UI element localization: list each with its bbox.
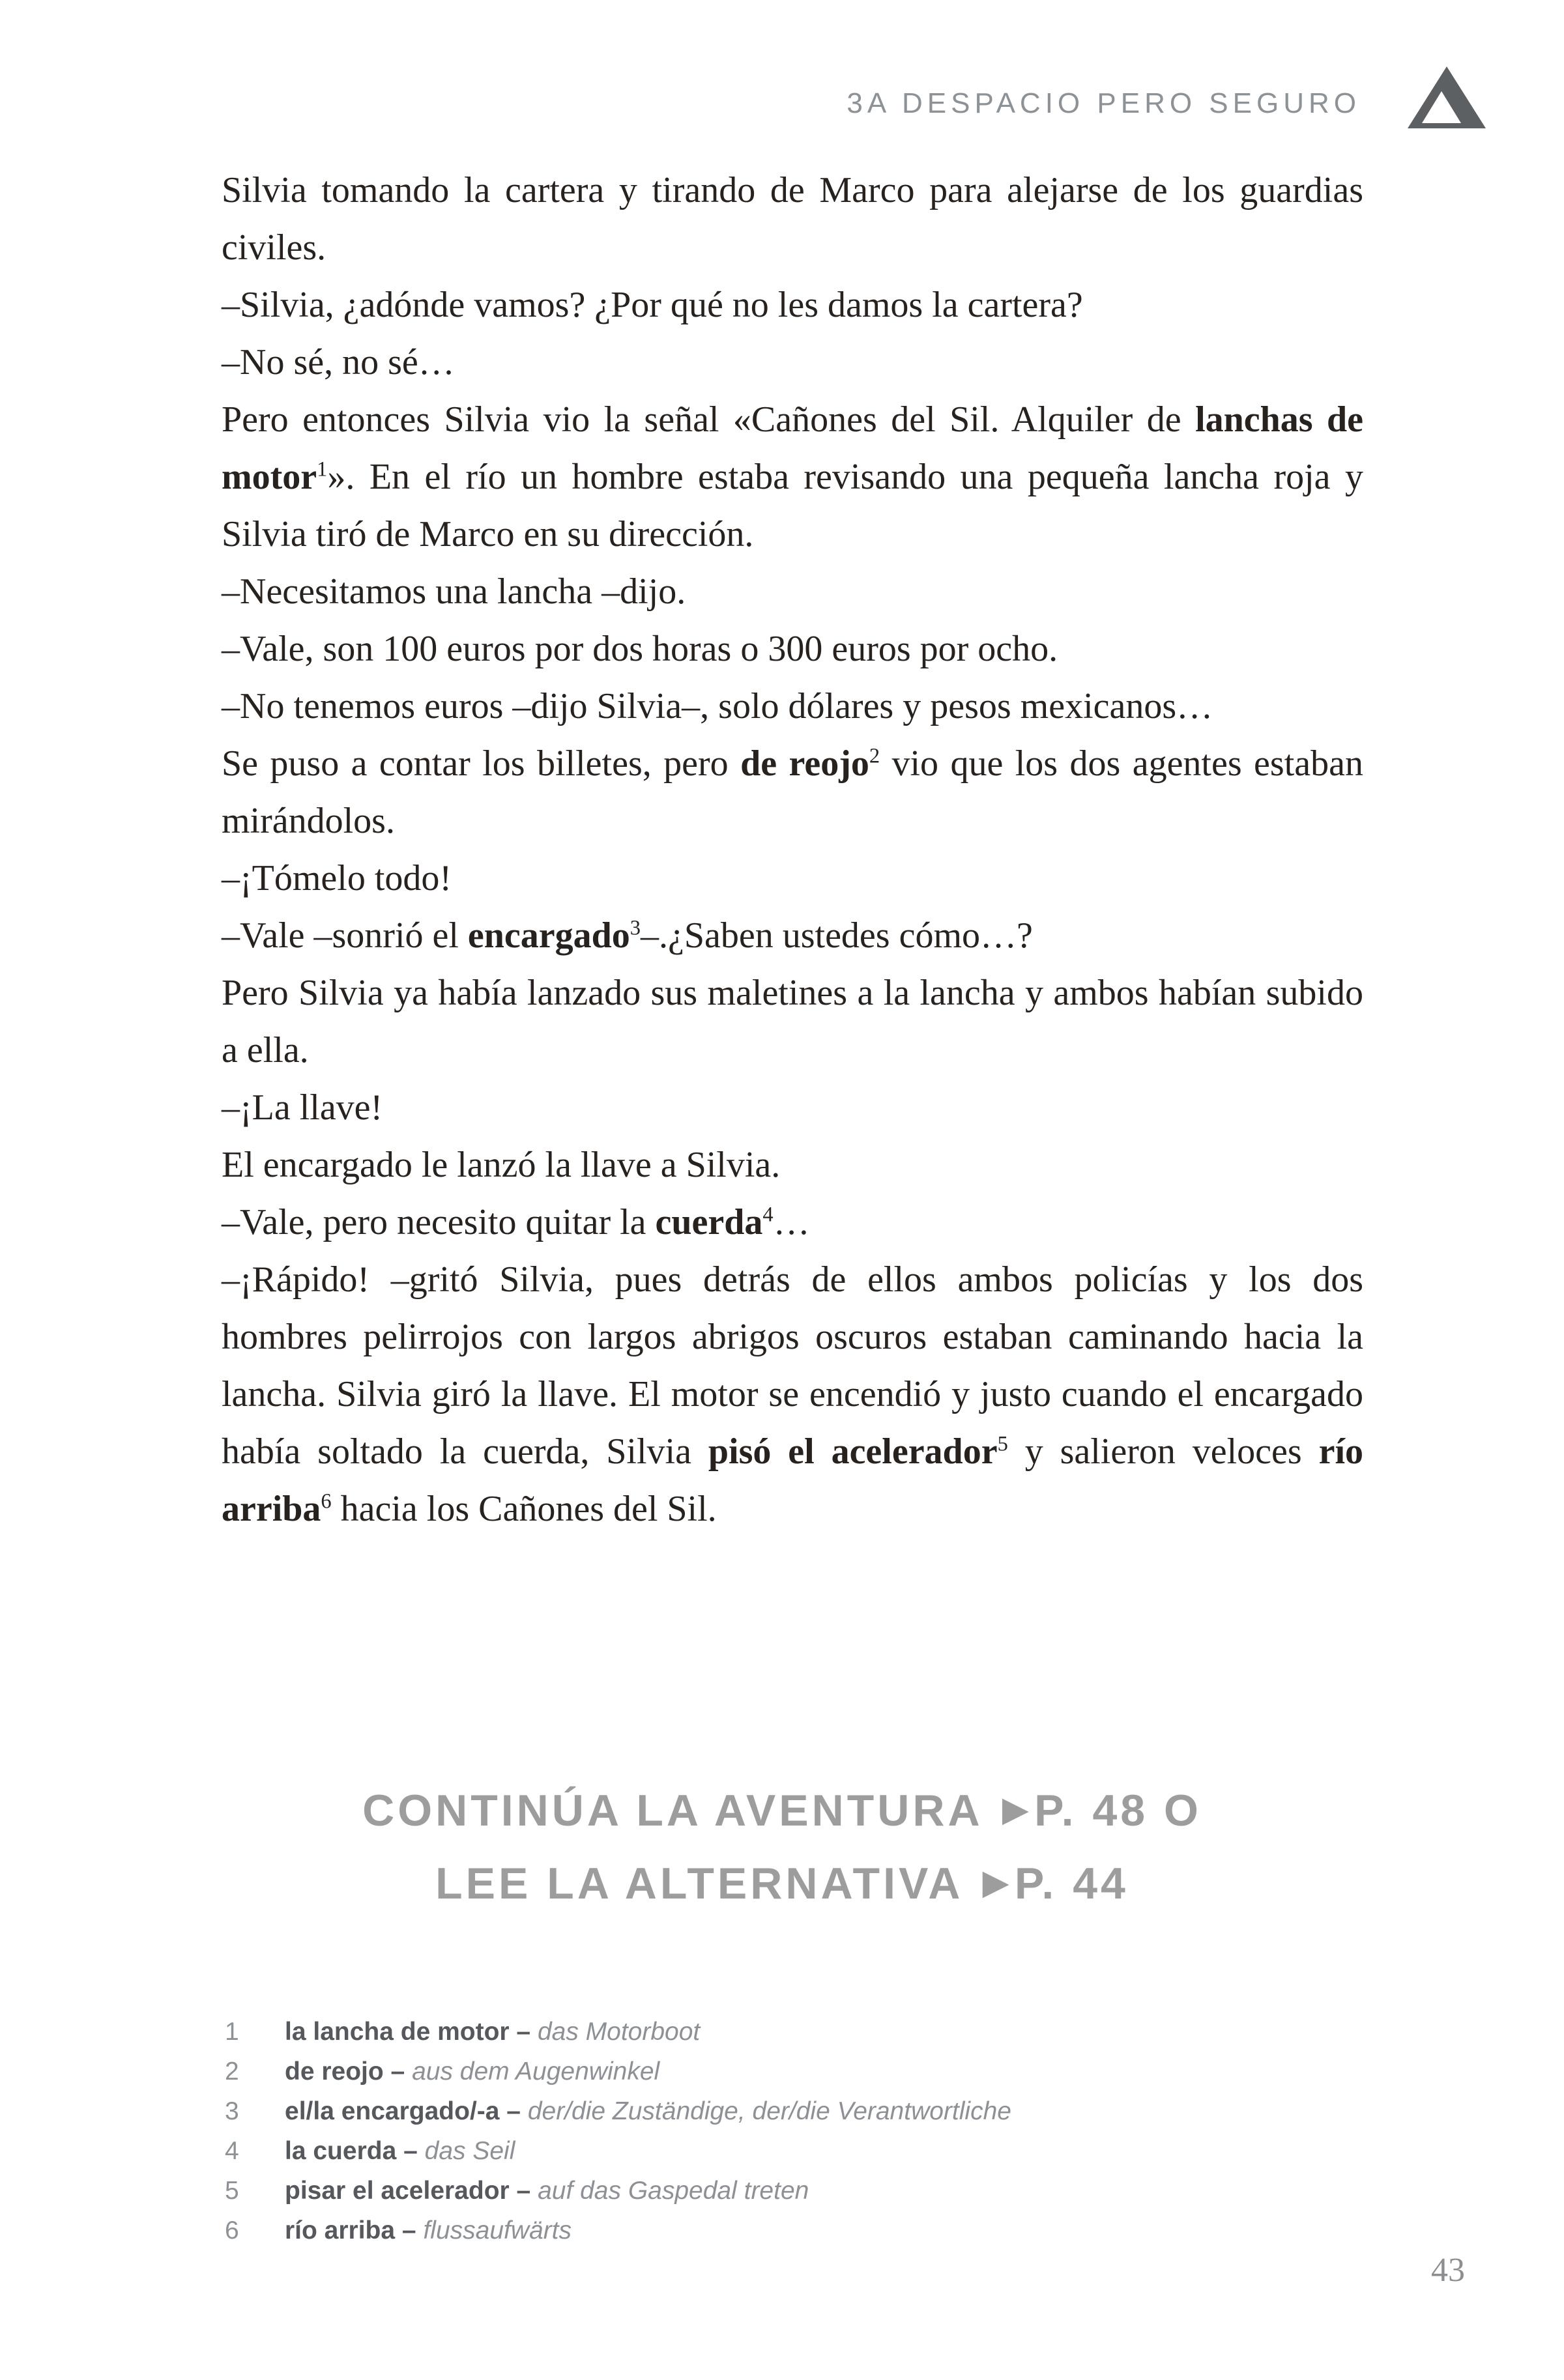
footnote-translation: flussaufwärts — [423, 2216, 572, 2244]
footnote-item — [225, 2091, 1372, 2131]
footnote-item — [225, 2171, 1372, 2211]
footnote-number: 1 — [225, 2018, 239, 2046]
story-text: –¡Tómelo todo! — [222, 858, 452, 898]
story-text: –Necesitamos una lancha –dijo. — [222, 571, 686, 612]
footnote-item — [225, 2211, 1372, 2250]
story-text: El encargado le lanzó la llave a Silvia. — [222, 1145, 781, 1185]
triangle-logo-icon — [1408, 66, 1486, 128]
story-text: hacia los Cañones del Sil. — [331, 1489, 717, 1529]
story-paragraph — [222, 1136, 1363, 1194]
story-text: … — [773, 1202, 810, 1242]
page-reference: P. 44 — [1014, 1859, 1129, 1908]
footnote-ref: 2 — [869, 744, 880, 768]
footnote-ref: 4 — [762, 1203, 774, 1227]
story-paragraph — [222, 850, 1363, 907]
story-text: –¡La llave! — [222, 1087, 383, 1128]
story-paragraph — [222, 1194, 1363, 1251]
footnote-translation: das Motorboot — [537, 2018, 701, 2046]
page-reference: P. 48 O — [1034, 1786, 1202, 1835]
story-text: Pero Silvia ya había lanzado sus maletines a la lancha y ambos habían subido a ella. — [222, 973, 1363, 1070]
footnote-term: río arriba – — [285, 2216, 424, 2244]
cta-line-alternative — [0, 1846, 1564, 1919]
story-text: –.¿Saben ustedes cómo…? — [641, 915, 1033, 956]
footnote-term: de reojo – — [285, 2057, 413, 2086]
footnote-number: 6 — [225, 2216, 239, 2244]
footnote-translation: aus dem Augenwinkel — [412, 2057, 660, 2086]
page-number: 43 — [1431, 2252, 1465, 2289]
story-paragraph — [222, 678, 1363, 735]
story-text: –¡Rápido! –gritó Silvia, pues detrás de ellos ambos policías y los dos hombres pelirrojos con largos abrigos oscuros estaban caminando hacia la lancha. Silvia giró la llave. El motor se encendió y justo cuando el encargado había soltado la cuerda, Silvia — [222, 1259, 1363, 1472]
story-paragraph — [222, 1251, 1363, 1538]
footnote-term: la cuerda – — [285, 2137, 425, 2165]
story-paragraph — [222, 1079, 1363, 1136]
glossary-term: pisó el acelerador — [708, 1431, 998, 1472]
story-text: vio que los dos agentes estaban mirándolos. — [222, 743, 1363, 841]
running-header: 3A DESPACIO PERO SEGURO — [847, 87, 1361, 119]
footnote-term: la lancha de motor – — [285, 2018, 538, 2046]
story-paragraph — [222, 276, 1363, 334]
footnote-number: 5 — [225, 2177, 239, 2205]
story-paragraph — [222, 162, 1363, 276]
story-paragraph — [222, 334, 1363, 391]
story-text: –Vale, pero necesito quitar la — [222, 1202, 656, 1242]
cta-label: CONTINÚA LA AVENTURA — [362, 1786, 983, 1835]
footnote-number: 4 — [225, 2137, 239, 2165]
play-arrow-icon: ▶ — [1002, 1791, 1028, 1828]
story-text: Se puso a contar los billetes, pero — [222, 743, 741, 784]
glossary-term: encargado — [467, 915, 630, 956]
footnote-item — [225, 2131, 1372, 2171]
story-text-block — [222, 162, 1363, 1538]
footnote-translation: der/die Zuständige, der/die Verantwortliche — [527, 2097, 1011, 2125]
story-text: –No tenemos euros –dijo Silvia–, solo dólares y pesos mexicanos… — [222, 686, 1213, 726]
footnote-number: 3 — [225, 2097, 239, 2125]
cta-line-continue — [0, 1773, 1564, 1846]
footnote-number: 2 — [225, 2057, 239, 2086]
story-text: Pero entonces Silvia vio la señal «Cañones del Sil. Alquiler de — [222, 399, 1196, 440]
footnote-translation: auf das Gaspedal treten — [538, 2177, 809, 2205]
footnote-ref: 3 — [630, 916, 641, 940]
footnote-ref: 6 — [321, 1489, 332, 1513]
play-arrow-icon: ▶ — [983, 1864, 1008, 1900]
footnote-term: pisar el acelerador – — [285, 2177, 538, 2205]
story-text: ». En el río un hombre estaba revisando una pequeña lancha roja y Silvia tiró de Marco en su dirección. — [222, 457, 1363, 554]
story-paragraph — [222, 964, 1363, 1079]
footnote-glossary — [225, 2012, 1372, 2250]
story-text: Silvia tomando la cartera y tirando de Marco para alejarse de los guardias civiles. — [222, 170, 1363, 268]
footnote-item — [225, 2012, 1372, 2052]
glossary-term: cuerda — [655, 1202, 763, 1242]
footnote-item — [225, 2052, 1372, 2091]
story-paragraph — [222, 735, 1363, 850]
continue-adventure-cta — [0, 1773, 1564, 1919]
story-text: –Silvia, ¿adónde vamos? ¿Por qué no les damos la cartera? — [222, 285, 1083, 325]
story-text: y salieron veloces — [1007, 1431, 1319, 1472]
glossary-term: lanchas de motor — [222, 399, 1363, 497]
story-paragraph — [222, 391, 1363, 563]
cta-label: LEE LA ALTERNATIVA — [435, 1859, 964, 1908]
glossary-term: río arriba — [222, 1431, 1364, 1529]
story-paragraph — [222, 907, 1363, 964]
glossary-term: de reojo — [740, 743, 869, 784]
footnote-ref: 1 — [317, 457, 328, 481]
story-paragraph — [222, 563, 1363, 620]
footnote-term: el/la encargado/-a – — [285, 2097, 528, 2125]
footnote-ref: 5 — [997, 1432, 1008, 1456]
story-text: –Vale –sonrió el — [222, 915, 468, 956]
footnote-translation: das Seil — [424, 2137, 515, 2165]
story-text: –No sé, no sé… — [222, 342, 455, 382]
story-paragraph — [222, 620, 1363, 678]
story-text: –Vale, son 100 euros por dos horas o 300 euros por ocho. — [222, 629, 1058, 669]
